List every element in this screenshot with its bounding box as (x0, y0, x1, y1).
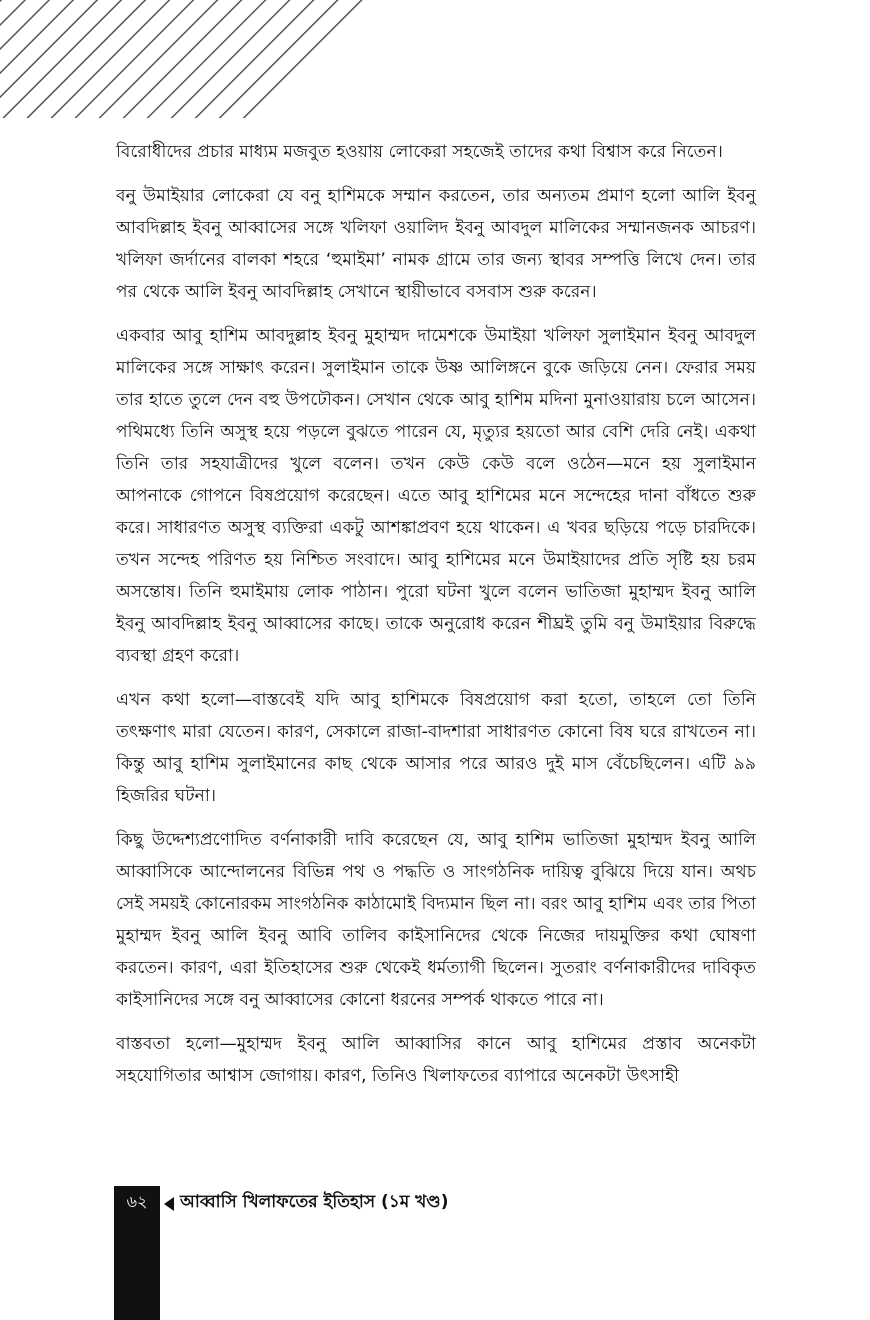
paragraph: বিরোধীদের প্রচার মাধ্যম মজবুত হওয়ায় লোকেরা সহজেই তাদের কথা বিশ্বাস করে নিতেন। (116, 142, 723, 162)
paragraph: এখন কথা হলো—বাস্তবেই যদি আবু হাশিমকে বিষপ্রয়োগ করা হতো, তাহলে তো তিনি তৎক্ষণাৎ মারা যেতেন। কারণ, সেকালে রাজা-বাদশারা সাধারণত কোনো বিষ ঘরে রাখতেন না। কিন্তু আবু হাশিম সুলাইমানের কাছ থেকে আসার পরে আরও দুই মাস বেঁচেছিলেন। এটি ৯৯ হিজরির ঘটনা। (116, 690, 756, 806)
paragraph: বনু উমাইয়ার লোকেরা যে বনু হাশিমকে সম্মান করতেন, তার অন্যতম প্রমাণ হলো আলি ইবনু আবদিল্লাহ ইবনু আব্বাসের সঙ্গে খলিফা ওয়ালিদ ইবনু আবদুল মালিকের সম্মানজনক আচরণ। খলিফা জর্দানের বালকা শহরে ‘হুমাইমা’ নামক গ্রামে তার জন্য স্থাবর সম্পত্তি লিখে দেন। তার পর থেকে আলি ইবনু আবদিল্লাহ সেখানে স্থায়ীভাবে বসবাস শুরু করেন। (116, 186, 756, 302)
paragraph: বাস্তবতা হলো—মুহাম্মদ ইবনু আলি আব্বাসির কানে আবু হাশিমের প্রস্তাব অনেকটা সহযোগিতার আশ্বাস জোগায়। কারণ, তিনিও খিলাফতের ব্যাপারে অনেকটা উৎসাহী (116, 1034, 756, 1086)
paragraph: একবার আবু হাশিম আবদুল্লাহ ইবনু মুহাম্মদ দামেশকে উমাইয়া খলিফা সুলাইমান ইবনু আবদুল মালিকের সঙ্গে সাক্ষাৎ করেন। সুলাইমান তাকে উষ্ণ আলিঙ্গনে বুকে জড়িয়ে নেন। ফেরার সময় তার হাতে তুলে দেন বহু উপঢৌকন। সেখান থেকে আবু হাশিম মদিনা মুনাওয়ারায় চলে আসেন। পথিমধ্যে তিনি অসুস্থ হয়ে পড়লে বুঝতে পারেন যে, মৃত্যুর হয়তো আর বেশি দেরি নেই। একথা তিনি তার সহযাত্রীদের খুলে বলেন। তখন কেউ কেউ বলে ওঠেন—মনে হয় সুলাইমান আপনাকে গোপনে বিষপ্রয়োগ করেছেন। এতে আবু হাশিমের মনে সন্দেহের দানা বাঁধতে শুরু করে। সাধারণত অসুস্থ ব্যক্তিরা একটু আশঙ্কাপ্রবণ হয়ে থাকেন। এ খবর ছড়িয়ে পড়ে চারদিকে। তখন সন্দেহ পরিণত হয় নিশ্চিত সংবাদে। আবু হাশিমের মনে উমাইয়াদের প্রতি সৃষ্টি হয় চরম অসন্তোষ। তিনি হুমাইমায় লোক পাঠান। পুরো ঘটনা খুলে বলেন ভাতিজা মুহাম্মদ ইবনু আলি ইবনু আবদিল্লাহ ইবনু আব্বাসের কাছে। তাকে অনুরোধ করেন শীঘ্রই তুমি বনু উমাইয়ার বিরুদ্ধে ব্যবস্থা গ্রহণ করো। (116, 326, 756, 666)
page-number: ৬২ (126, 1192, 148, 1211)
paragraph: কিছু উদ্দেশ্যপ্রণোদিত বর্ণনাকারী দাবি করেছেন যে, আবু হাশিম ভাতিজা মুহাম্মদ ইবনু আলি আব্বাসিকে আন্দোলনের বিভিন্ন পথ ও পদ্ধতি ও সাংগঠনিক দায়িত্ব বুঝিয়ে দিয়ে যান। অথচ সেই সময়ই কোনোরকম সাংগঠনিক কাঠামোই বিদ্যমান ছিল না। বরং আবু হাশিম এবং তার পিতা মুহাম্মদ ইবনু আলি ইবনু আবি তালিব কাইসানিদের থেকে নিজের দায়মুক্তির কথা ঘোষণা করতেন। কারণ, এরা ইতিহাসের শুরু থেকেই ধর্মত্যাগী ছিলেন। সুতরাং বর্ণনাকারীদের দাবিকৃত কাইসানিদের সঙ্গে বনু আব্বাসের কোনো ধরনের সম্পর্ক থাকতে পারে না। (116, 830, 756, 1010)
running-title: আব্বাসি খিলাফতের ইতিহাস (১ম খণ্ড) (180, 1192, 449, 1212)
corner-hatch-decoration (0, 0, 370, 118)
left-triangle-icon (164, 1197, 174, 1211)
body-text (116, 136, 756, 1104)
